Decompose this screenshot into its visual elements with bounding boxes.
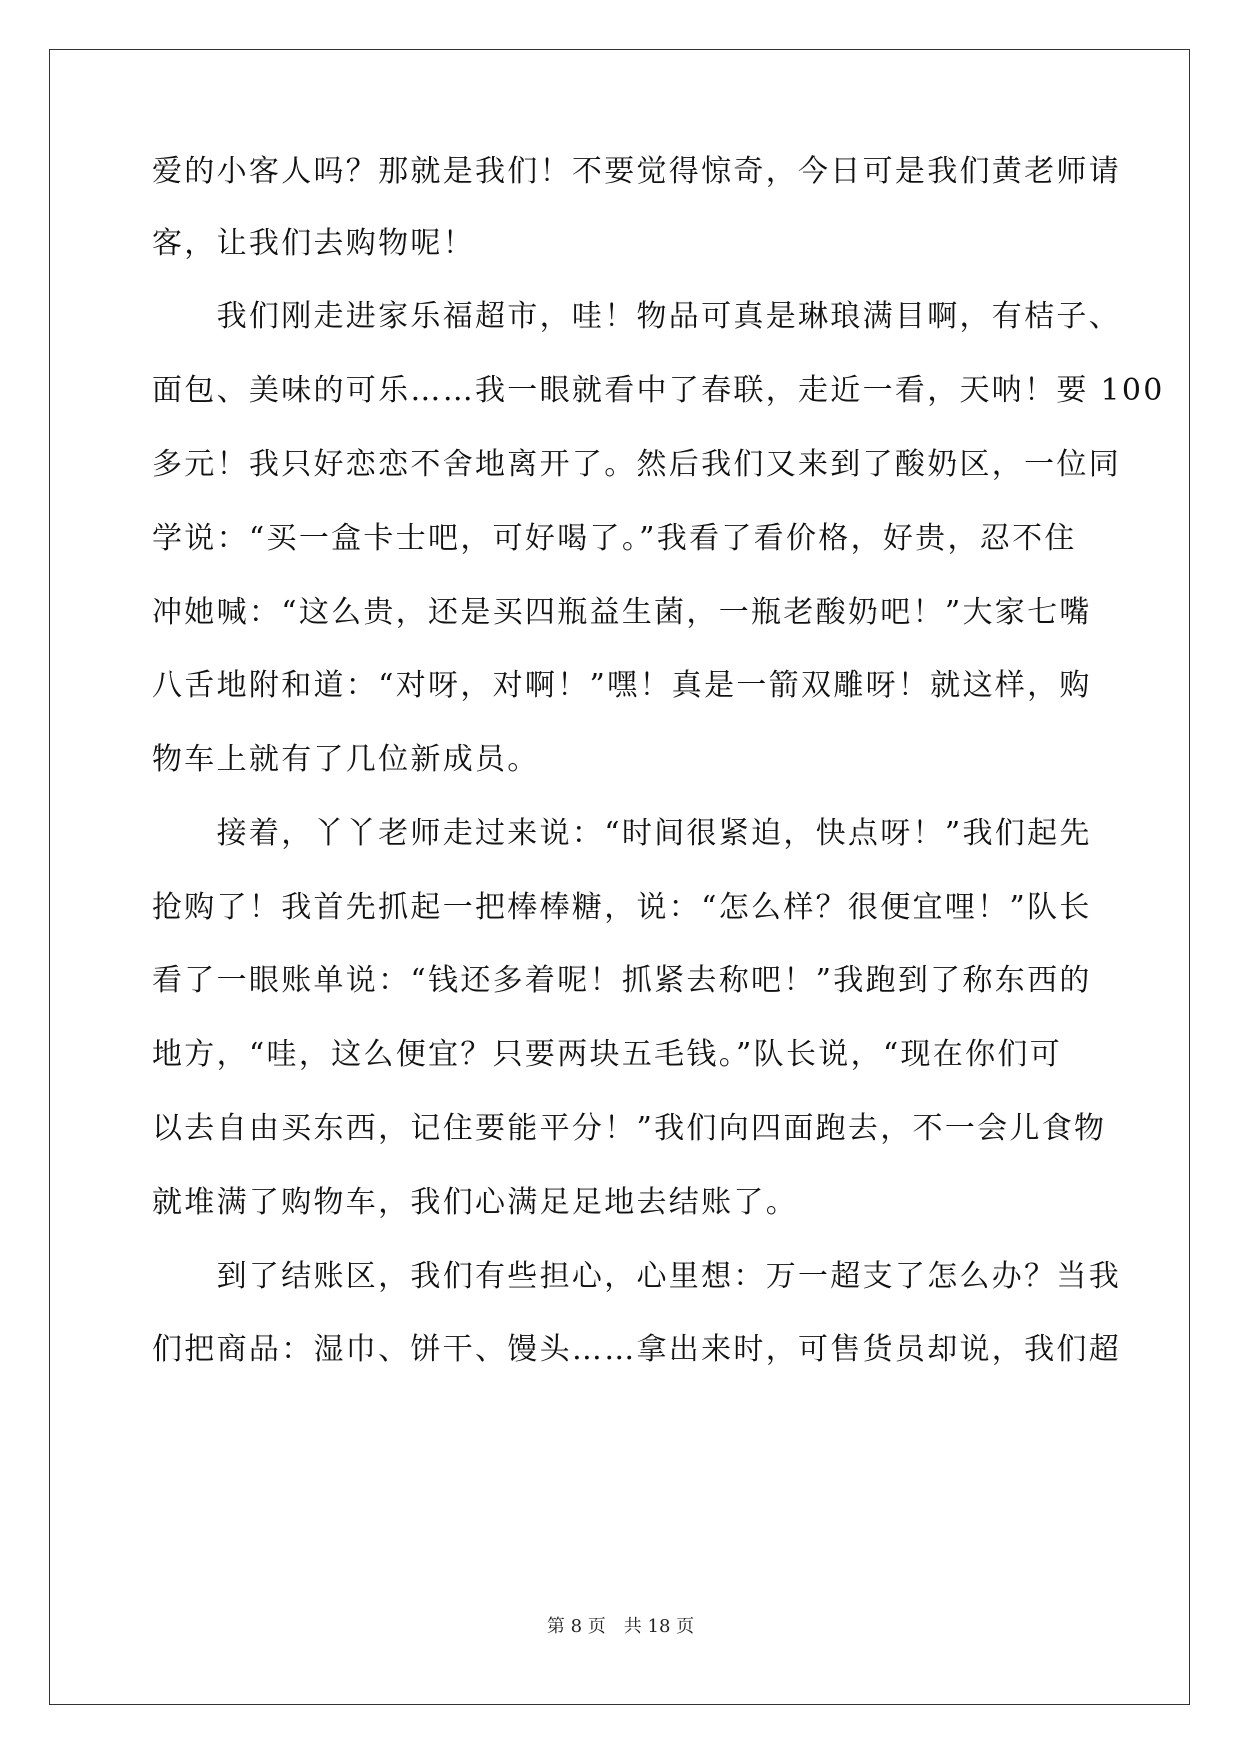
text-line: 多元！我只好恋恋不舍地离开了。然后我们又来到了酸奶区，一位同: [152, 447, 1121, 482]
text-line: 我们刚走进家乐福超市，哇！物品可真是琳琅满目啊，有桔子、: [152, 299, 1121, 334]
text-line: 冲她喊：“这么贵，还是买四瓶益生菌，一瓶老酸奶吧！”大家七嘴: [152, 595, 1092, 630]
page-footer: [0, 1612, 1241, 1638]
text-line: 接着，丫丫老师走过来说：“时间很紧迫，快点呀！”我们起先: [152, 816, 1092, 851]
text-line: 以去自由买东西，记住要能平分！”我们向四面跑去，不一会儿食物: [152, 1111, 1107, 1146]
text-line: 地方，“哇，这么便宜？只要两块五毛钱。”队长说，“现在你们可: [152, 1037, 1063, 1072]
text-line: 们把商品：湿巾、饼干、馒头……拿出来时，可售货员却说，我们超: [152, 1332, 1121, 1367]
text-line: 物车上就有了几位新成员。: [152, 742, 540, 777]
text-line: 看了一眼账单说：“钱还多着呢！抓紧去称吧！”我跑到了称东西的: [152, 963, 1092, 998]
text-line: 八舌地附和道：“对呀，对啊！”嘿！真是一箭双雕呀！就这样，购: [152, 668, 1092, 703]
text-line: 客，让我们去购物呢！: [152, 226, 475, 261]
text-line: 抢购了！我首先抓起一把棒棒糖，说：“怎么样？很便宜哩！”队长: [152, 890, 1092, 925]
text-line: 面包、美味的可乐……我一眼就看中了春联，走近一看，天呐！要 100: [152, 373, 1165, 408]
text-line: 爱的小客人吗？那就是我们！不要觉得惊奇，今日可是我们黄老师请: [152, 154, 1121, 189]
text-line: 到了结账区，我们有些担心，心里想：万一超支了怎么办？当我: [152, 1259, 1121, 1294]
text-line: 就堆满了购物车，我们心满足足地去结账了。: [152, 1185, 798, 1220]
text-line: 学说：“买一盒卡士吧，可好喝了。”我看了看价格，好贵，忍不住: [152, 521, 1077, 556]
page-number: 第 8 页: [546, 1616, 606, 1637]
page-total: 共 18 页: [623, 1616, 695, 1637]
